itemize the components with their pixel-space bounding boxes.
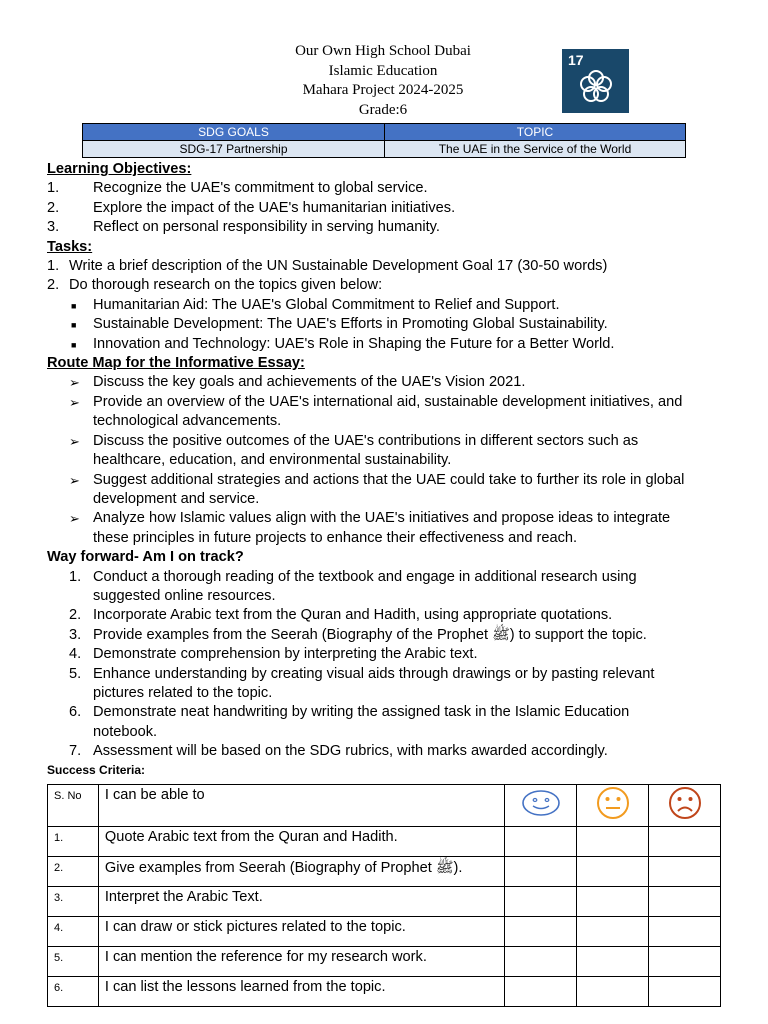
grade-label: Grade:6 bbox=[358, 101, 408, 118]
table-row: 4. I can draw or stick pictures related to the topic. bbox=[48, 917, 721, 947]
table-row: 1. Quote Arabic text from the Quran and Hadith. bbox=[48, 827, 721, 857]
task-bullet: ■ Innovation and Technology: UAE's Role in Shaping the Future for a Better World. bbox=[47, 335, 737, 354]
happy-face-icon bbox=[521, 789, 561, 817]
rating-cell[interactable] bbox=[649, 977, 721, 1007]
rating-cell[interactable] bbox=[577, 917, 649, 947]
topic-value: The UAE in the Service of the World bbox=[385, 141, 686, 158]
sdg-goals-header: SDG GOALS bbox=[83, 124, 385, 141]
table-row: 3. Interpret the Arabic Text. bbox=[48, 887, 721, 917]
rating-cell[interactable] bbox=[649, 827, 721, 857]
route-map-item: ➢ Discuss the positive outcomes of the UAE's contributions in different sectors such as healthcare, education, and environmental sustainability. bbox=[69, 432, 639, 469]
way-forward-item: 4. Demonstrate comprehension by interpreting the Arabic text. bbox=[69, 646, 478, 663]
square-bullet-icon: ■ bbox=[71, 339, 77, 350]
school-name: Our Own High School Dubai bbox=[295, 43, 471, 59]
sdg-17-logo bbox=[562, 49, 629, 113]
topic-table bbox=[82, 123, 686, 158]
rating-cell[interactable] bbox=[577, 887, 649, 917]
subject-name: Islamic Education bbox=[328, 62, 438, 79]
way-forward-item: 6. Demonstrate neat handwriting by writing the assigned task in the Islamic Education notebook. bbox=[69, 704, 630, 740]
topic-header: TOPIC bbox=[385, 124, 686, 141]
success-criteria-heading: Success Criteria: bbox=[47, 762, 146, 777]
rating-cell[interactable] bbox=[577, 947, 649, 977]
way-forward-item: 1. Conduct a thorough reading of the textbook and engage in additional research using suggested online resources. bbox=[69, 568, 637, 604]
rating-cell[interactable] bbox=[577, 977, 649, 1007]
route-map-heading: Route Map for the Informative Essay: bbox=[47, 355, 305, 372]
tasks-heading: Tasks: bbox=[47, 238, 93, 255]
rating-cell[interactable] bbox=[577, 857, 649, 887]
rating-cell[interactable] bbox=[505, 887, 577, 917]
sdg-17-rings-icon bbox=[579, 69, 613, 103]
arrow-bullet-icon: ➢ bbox=[69, 511, 80, 527]
task-bullet: ■ Sustainable Development: The UAE's Efforts in Promoting Global Sustainability. bbox=[47, 315, 737, 334]
project-name: Mahara Project 2024-2025 bbox=[302, 82, 464, 98]
arrow-bullet-icon: ➢ bbox=[69, 472, 80, 488]
rating-cell[interactable] bbox=[505, 917, 577, 947]
rating-cell[interactable] bbox=[505, 857, 577, 887]
route-map-item: ➢ Analyze how Islamic values align with the UAE's initiatives and propose ideas to integrate these principles in future projects to enhance their effectiveness and reach. bbox=[69, 510, 671, 546]
way-forward-heading: Way forward- Am I on track? bbox=[47, 549, 244, 566]
rating-cell[interactable] bbox=[505, 947, 577, 977]
route-map-item: ➢ Provide an overview of the UAE's international aid, sustainable development initiatives, and technological advancements. bbox=[69, 393, 683, 430]
rating-cell[interactable] bbox=[577, 827, 649, 857]
success-criteria-table bbox=[47, 784, 721, 1007]
sad-face-icon bbox=[667, 786, 703, 820]
task-item: 1. Write a brief description of the UN Sustainable Development Goal 17 (30-50 words) bbox=[47, 258, 608, 275]
statement-header: I can be able to bbox=[98, 785, 505, 827]
way-forward-item: 7. Assessment will be based on the SDG rubrics, with marks awarded accordingly. bbox=[69, 743, 608, 760]
route-map-item: ➢ Suggest additional strategies and actions that the UAE could take to further its role in global development and service. bbox=[69, 471, 685, 507]
rating-cell[interactable] bbox=[649, 857, 721, 887]
rating-cell[interactable] bbox=[649, 947, 721, 977]
arrow-bullet-icon: ➢ bbox=[69, 394, 80, 410]
arrow-bullet-icon: ➢ bbox=[69, 433, 80, 449]
route-map-item: ➢ Discuss the key goals and achievements of the UAE's Vision 2021. bbox=[47, 373, 737, 392]
learning-objectives-heading: Learning Objectives: bbox=[47, 161, 192, 177]
sdg-goal-value: SDG-17 Partnership bbox=[83, 141, 385, 158]
main-content bbox=[47, 160, 737, 778]
table-row: 6. I can list the lessons learned from the topic. bbox=[48, 977, 721, 1007]
sdg-number: 17 bbox=[568, 52, 584, 68]
way-forward-item: 2. Incorporate Arabic text from the Quran and Hadith, using appropriate quotations. bbox=[69, 607, 613, 624]
objective-item: 2. Explore the impact of the UAE's humanitarian initiatives. bbox=[47, 199, 456, 216]
table-row: 2. Give examples from Seerah (Biography of Prophet ﷺ). bbox=[48, 857, 721, 887]
way-forward-item: 3. Provide examples from the Seerah (Biography of the Prophet ﷺ) to support the topic. bbox=[69, 626, 647, 643]
objective-item: 3. Reflect on personal responsibility in serving humanity. bbox=[47, 219, 440, 236]
way-forward-item: 5. Enhance understanding by creating visual aids through drawings or by pasting relevant pictures related to the topic. bbox=[69, 665, 655, 701]
objective-item: 1. Recognize the UAE's commitment to global service. bbox=[47, 180, 428, 197]
square-bullet-icon: ■ bbox=[71, 320, 77, 331]
arrow-bullet-icon: ➢ bbox=[69, 375, 80, 391]
neutral-face-icon bbox=[595, 786, 631, 820]
rating-cell[interactable] bbox=[505, 977, 577, 1007]
document-header bbox=[0, 42, 768, 120]
rating-cell[interactable] bbox=[649, 917, 721, 947]
task-bullet: ■ Humanitarian Aid: The UAE's Global Commitment to Relief and Support. bbox=[47, 296, 737, 315]
task-item: 2. Do thorough research on the topics given below: bbox=[47, 277, 383, 294]
square-bullet-icon: ■ bbox=[71, 300, 77, 311]
rating-cell[interactable] bbox=[505, 827, 577, 857]
rating-cell[interactable] bbox=[649, 887, 721, 917]
sno-header: S. No bbox=[48, 785, 99, 827]
table-row: 5. I can mention the reference for my research work. bbox=[48, 947, 721, 977]
